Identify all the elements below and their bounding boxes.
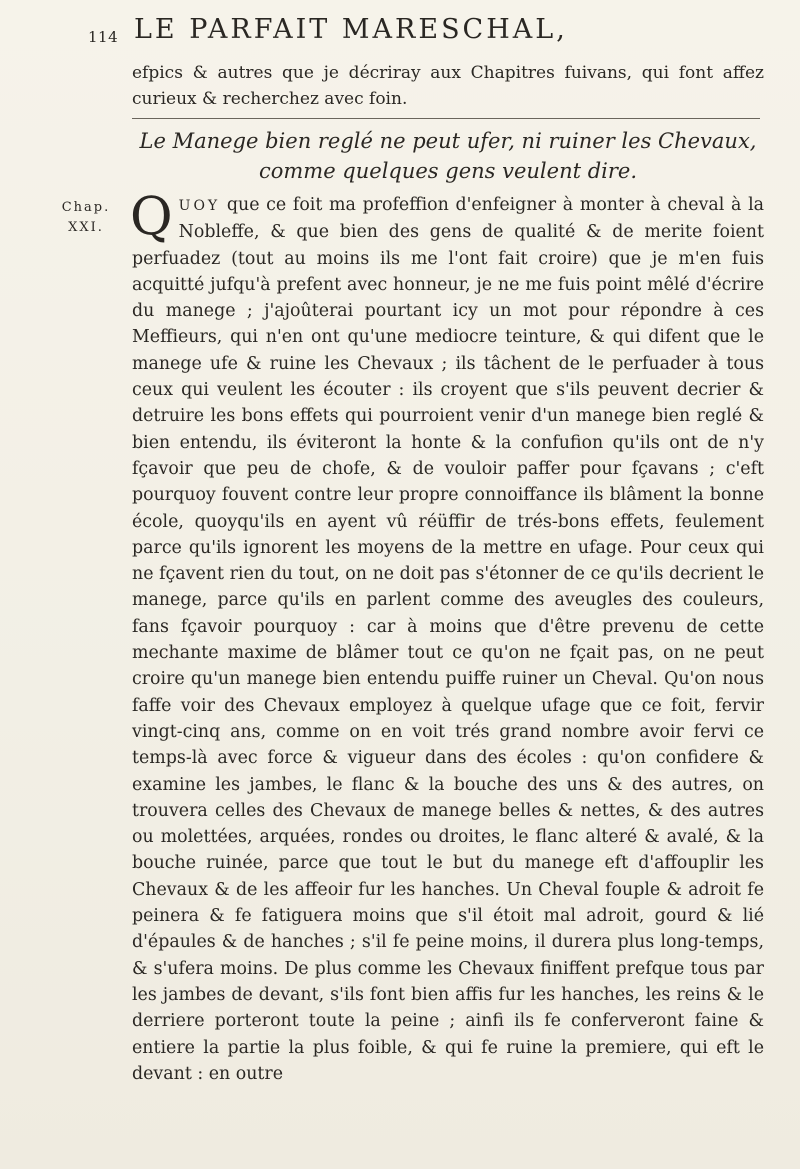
chapter-margin-note: Chap. XXI. xyxy=(61,200,111,235)
first-word: UOY xyxy=(178,198,221,214)
running-title: LE PARFAIT MARESCHAL, xyxy=(134,14,568,45)
intro-paragraph: efpics & autres que je décriray aux Chapitres fuivans, qui font affez curieux & recherchez avec foin. xyxy=(132,63,764,109)
drop-cap: Q xyxy=(130,187,173,247)
section-divider xyxy=(132,118,760,119)
page-header xyxy=(88,12,768,54)
page-number: 114 xyxy=(88,28,119,46)
body-paragraph: que ce foit ma profeffion d'enfeigner à monter à cheval à la Nobleffe, & que bien des gens de qualité & de merite foient perfuadez (tout au moins ils me l'ont fait croire) que je m'en fuis acquitté jufqu'à prefent avec honneur, je ne me fuis point mêlé d'écrire du manege ; j'ajoûterai pourtant icy un mot pour répondre à ces Meffieurs, qui n'en ont qu'une mediocre teinture, & qui difent que le manege ufe & ruine les Chevaux ; ils tâchent de le perfuader à tous ceux qui veulent les écouter : ils croyent que s'ils peuvent decrier & detruire les bons effets qui pourroient venir d'un manege bien reglé & bien entendu, ils éviteront la honte & la confufion qu'ils ont de n'y fçavoir que peu de chofe, & de vouloir paffer pour fçavans ; c'eft pourquoy fouvent contre leur propre connoiffance ils blâment la bonne école, quoyqu'ils en ayent vû réüffir de trés-bons effets, feulement parce qu'ils ignorent les moyens de la mettre en ufage. Pour ceux qui ne fçavent rien du tout, on ne doit pas s'étonner de ce qu'ils decrient le manege, parce qu'ils en parlent comme des aveugles des couleurs, fans fçavoir pourquoy : car à moins que d'être prevenu de cette mechante maxime de blâmer tout ce qu'on ne fçait pas, on ne peut croire qu'un manege bien entendu puiffe ruiner un Cheval. Qu'on nous faffe voir des Chevaux employez à quelque ufage que ce foit, fervir vingt-cinq ans, comme on en voit trés grand nombre avoir fervi ce temps-là avec force & vigueur dans des écoles : qu'on confidere & examine les jambes, le flanc & la bouche des uns & des autres, on trouvera celles des Chevaux de manege belles & nettes, & des autres ou molettées, arquées, rondes ou droites, le flanc alteré & avalé, & la bouche ruinée, parce que tout le but du manege eft d'affouplir les Chevaux & de les affeoir fur les hanches. Un Cheval fouple & adroit fe peinera & fe fatiguera moins que s'il étoit mal adroit, gourd & lié d'épaules & de hanches ; s'il fe peine moins, il durera plus long-temps, & s'ufera moins. De plus comme les Chevaux finiffent prefque tous par les jambes de devant, s'ils font bien affis fur les hanches, les reins & le derriere porteront toute la peine ; ainfi ils fe conferveront faine & entiere la partie la plus foible, & qui fe ruine la premiere, qui eft le devant : en outre xyxy=(132,195,764,1084)
chapter-heading: Le Manege bien reglé ne peut ufer, ni ruiner les Chevaux, comme quelques gens veulent dire. xyxy=(139,129,757,183)
chapter-body xyxy=(130,187,764,1087)
